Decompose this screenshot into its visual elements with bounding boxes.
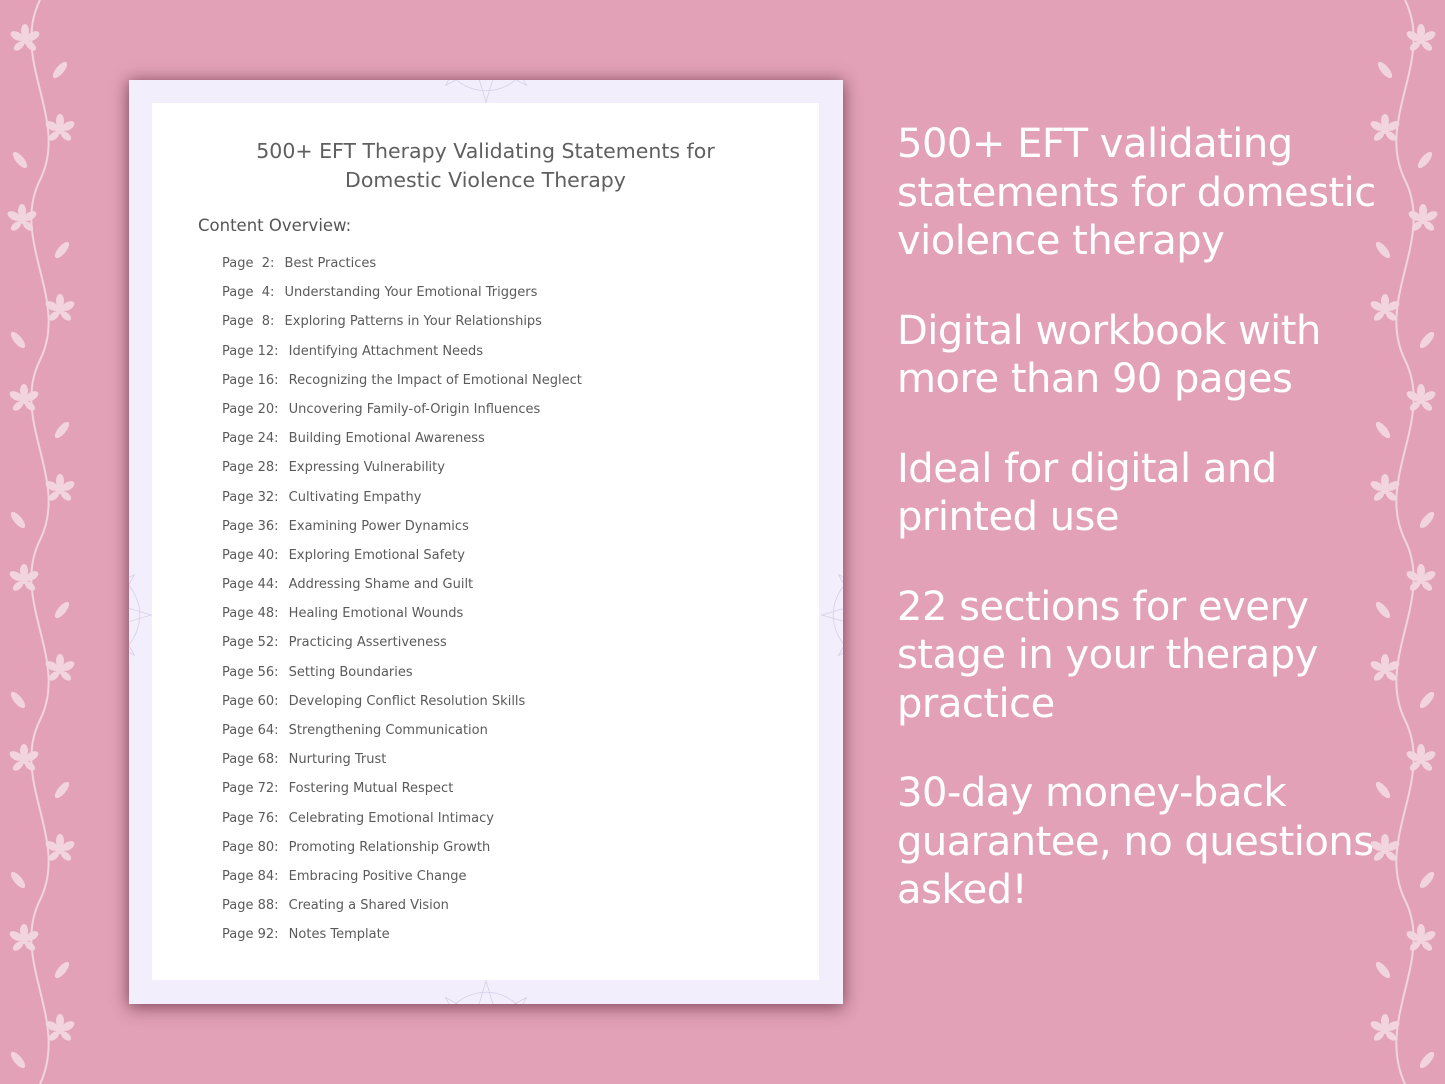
toc-entry xyxy=(222,924,582,953)
toc-section-title: Expressing Vulnerability xyxy=(288,460,445,476)
toc-section-title: Exploring Patterns in Your Relationships xyxy=(284,314,542,330)
toc-page-number: Page 72: xyxy=(222,781,279,797)
toc-page-number: Page 24: xyxy=(222,431,279,447)
feature-list xyxy=(897,120,1417,956)
toc-section-title: Understanding Your Emotional Triggers xyxy=(284,285,538,301)
mandala-ornament-left xyxy=(129,510,154,720)
toc-page-number: Page 68: xyxy=(222,752,279,768)
content-overview-heading: Content Overview: xyxy=(198,216,352,235)
toc-page-number: Page 44: xyxy=(222,577,279,593)
toc-section-title: Fostering Mutual Respect xyxy=(288,781,454,797)
toc-section-title: Embracing Positive Change xyxy=(288,868,467,884)
feature-text: Ideal for digital and printed use xyxy=(897,445,1277,540)
feature-text: 500+ EFT validating statements for domestic violence therapy xyxy=(897,121,1376,264)
toc-section-title: Strengthening Communication xyxy=(288,723,488,738)
toc-page-number: Page 48: xyxy=(222,606,279,622)
document-page xyxy=(129,80,843,1004)
toc-section-title: Developing Conflict Resolution Skills xyxy=(288,693,526,709)
toc-section-title: Identifying Attachment Needs xyxy=(288,343,484,359)
toc-entry xyxy=(222,341,582,370)
toc-section-title: Cultivating Empathy xyxy=(288,489,422,505)
toc-section-title: Examining Power Dynamics xyxy=(288,518,469,534)
toc-entry xyxy=(222,632,582,661)
toc-section-title: Setting Boundaries xyxy=(288,664,413,680)
toc-entry xyxy=(222,428,582,457)
mandala-ornament-bottom xyxy=(381,978,591,1004)
toc-entry xyxy=(222,837,582,866)
toc-entry xyxy=(222,749,582,778)
table-of-contents xyxy=(222,253,582,954)
feature-text: 30-day money-back guarantee, no questions asked! xyxy=(897,770,1374,913)
toc-section-title: Practicing Assertiveness xyxy=(288,635,447,651)
toc-entry xyxy=(222,720,582,749)
feature-text: Digital workbook with more than 90 pages xyxy=(897,307,1321,402)
toc-section-title: Nurturing Trust xyxy=(288,752,387,768)
toc-entry xyxy=(222,895,582,924)
toc-entry xyxy=(222,545,582,574)
toc-entry xyxy=(222,866,582,895)
toc-section-title: Recognizing the Impact of Emotional Neglect xyxy=(288,372,582,388)
document-title-line-1: 500+ EFT Therapy Validating Statements for xyxy=(256,139,715,163)
document-title-line-2: Domestic Violence Therapy xyxy=(345,168,626,192)
toc-page-number: Page 88: xyxy=(222,898,279,914)
toc-page-number: Page 64: xyxy=(222,723,279,738)
toc-section-title: Uncovering Family-of-Origin Influences xyxy=(288,401,541,417)
toc-section-title: Healing Emotional Wounds xyxy=(288,606,464,622)
toc-page-number: Page 52: xyxy=(222,635,279,651)
toc-page-number: Page 40: xyxy=(222,547,279,563)
toc-section-title: Building Emotional Awareness xyxy=(288,431,485,447)
toc-entry xyxy=(222,778,582,807)
toc-page-number: Page 12: xyxy=(222,343,279,359)
toc-section-title: Addressing Shame and Guilt xyxy=(288,577,474,593)
toc-entry xyxy=(222,311,582,340)
toc-page-number: Page 28: xyxy=(222,460,279,476)
document-title xyxy=(152,137,819,195)
toc-page-number: Page 4: xyxy=(222,285,275,301)
toc-entry xyxy=(222,808,582,837)
toc-entry xyxy=(222,691,582,720)
toc-page-number: Page 92: xyxy=(222,927,279,943)
toc-section-title: Exploring Emotional Safety xyxy=(288,547,466,563)
toc-entry xyxy=(222,457,582,486)
toc-entry xyxy=(222,603,582,632)
toc-page-number: Page 76: xyxy=(222,810,279,826)
mandala-ornament-right xyxy=(819,510,843,720)
toc-entry xyxy=(222,516,582,545)
toc-page-number: Page 84: xyxy=(222,868,279,884)
toc-page-number: Page 56: xyxy=(222,664,279,680)
toc-entry xyxy=(222,574,582,603)
toc-section-title: Notes Template xyxy=(288,927,390,943)
toc-section-title: Celebrating Emotional Intimacy xyxy=(288,810,494,826)
toc-entry xyxy=(222,253,582,282)
floral-border-left xyxy=(0,0,96,1084)
toc-entry xyxy=(222,399,582,428)
toc-page-number: Page 80: xyxy=(222,839,279,855)
toc-page-number: Page 20: xyxy=(222,401,279,417)
feature-text: 22 sections for every stage in your therapy practice xyxy=(897,583,1318,727)
toc-section-title: Promoting Relationship Growth xyxy=(288,839,491,855)
toc-entry xyxy=(222,370,582,399)
toc-section-title: Best Practices xyxy=(284,256,377,271)
toc-page-number: Page 36: xyxy=(222,518,279,534)
toc-entry xyxy=(222,662,582,691)
toc-entry xyxy=(222,487,582,516)
mandala-ornament-top xyxy=(381,80,591,105)
toc-page-number: Page 2: xyxy=(222,256,275,271)
toc-section-title: Creating a Shared Vision xyxy=(288,898,449,914)
toc-page-number: Page 8: xyxy=(222,314,275,330)
toc-page-number: Page 16: xyxy=(222,372,279,388)
document-content xyxy=(152,103,819,980)
toc-page-number: Page 60: xyxy=(222,693,279,709)
toc-entry xyxy=(222,282,582,311)
toc-page-number: Page 32: xyxy=(222,489,279,505)
